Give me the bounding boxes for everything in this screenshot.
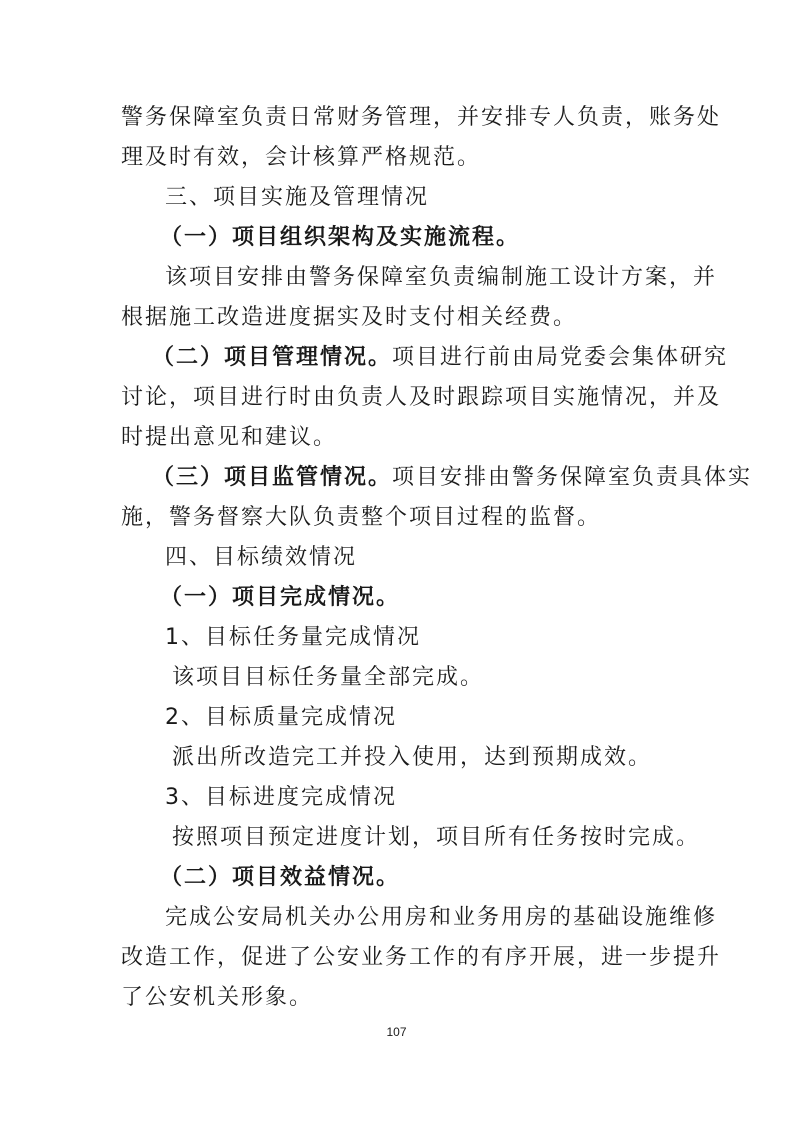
paragraph-line: 改造工作，促进了公安业务工作的有序开展，进一步提升 (121, 945, 722, 970)
paragraph-line (152, 343, 728, 373)
paragraph-line: 警务保障室负责日常财务管理，并安排专人负责，账务处 (121, 105, 722, 130)
subsection-heading: （三）项目监管情况。 (152, 465, 393, 490)
paragraph-text: 项目安排由警务保障室负责具体实 (392, 465, 753, 490)
paragraph-text: 项目进行前由局党委会集体研究 (392, 345, 729, 370)
section-heading: 三、项目实施及管理情况 (165, 185, 430, 210)
paragraph-line: 派出所改造完工并投入使用，达到预期成效。 (172, 745, 653, 770)
paragraph-line: 施，警务督察大队负责整个项目过程的监督。 (121, 505, 602, 530)
subsection-heading: （一）项目完成情况。 (160, 585, 401, 610)
paragraph-line: 时提出意见和建议。 (121, 425, 338, 450)
item-heading: 3、目标进度完成情况 (165, 785, 397, 810)
item-heading: 2、目标质量完成情况 (165, 705, 397, 730)
page-number: 107 (386, 1025, 407, 1039)
subsection-heading: （一）项目组织架构及实施流程。 (160, 225, 521, 250)
paragraph-line: 根据施工改造进度据实及时支付相关经费。 (121, 305, 578, 330)
paragraph-line: 该项目安排由警务保障室负责编制施工设计方案，并 (165, 265, 718, 290)
subsection-heading: （二）项目效益情况。 (160, 865, 401, 890)
paragraph-line: 了公安机关形象。 (121, 985, 314, 1010)
paragraph-line: 完成公安局机关办公用房和业务用房的基础设施维修 (165, 905, 718, 930)
item-heading: 1、目标任务量完成情况 (165, 625, 421, 650)
section-heading: 四、目标绩效情况 (165, 545, 358, 570)
paragraph-line: 按照项目预定进度计划，项目所有任务按时完成。 (172, 825, 701, 850)
paragraph-line (152, 463, 752, 493)
paragraph-line: 该项目目标任务量全部完成。 (172, 665, 485, 690)
paragraph-line: 讨论，项目进行时由负责人及时跟踪项目实施情况，并及 (121, 385, 722, 410)
subsection-heading: （二）项目管理情况。 (152, 345, 393, 370)
paragraph-line: 理及时有效，会计核算严格规范。 (121, 145, 482, 170)
